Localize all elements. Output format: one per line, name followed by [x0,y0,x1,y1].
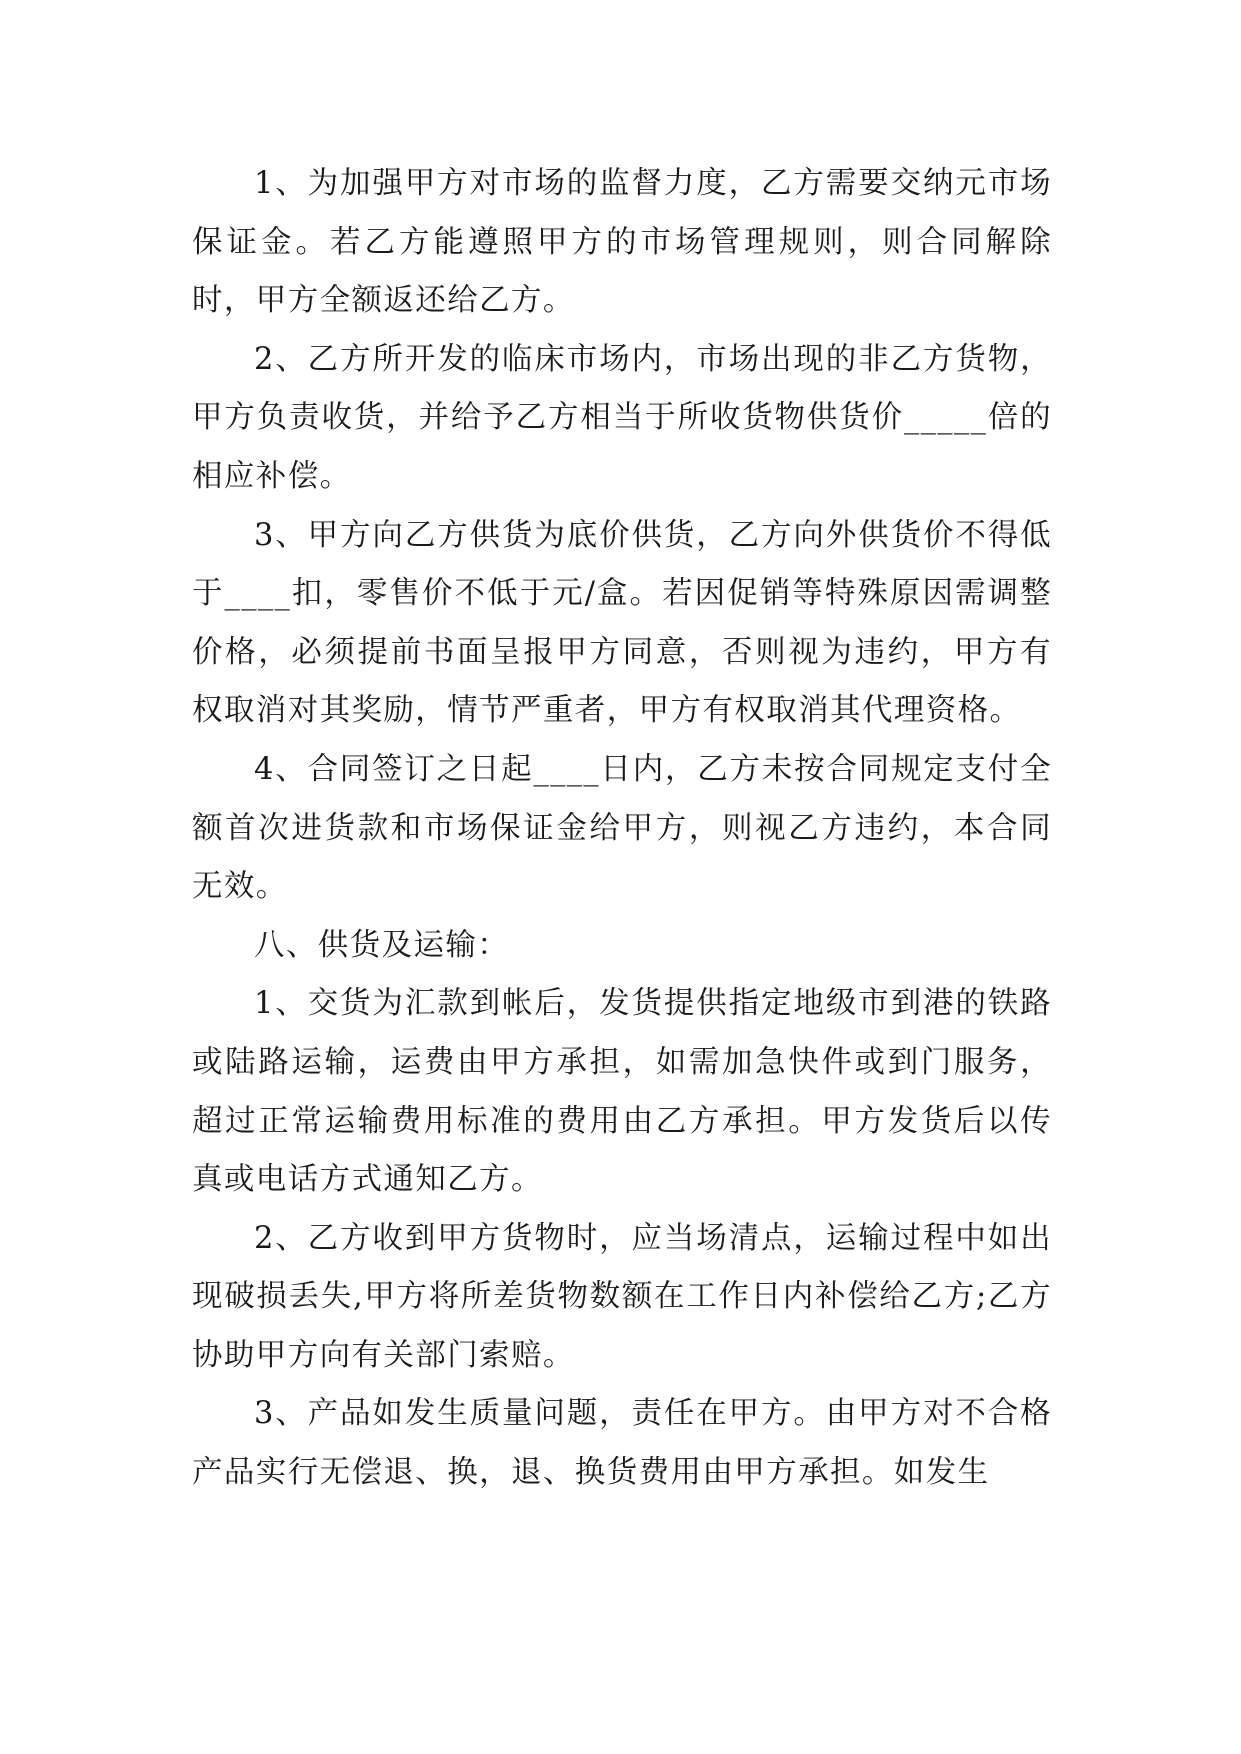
paragraph-receipt-check: 2、乙方收到甲方货物时，应当场清点，运输过程中如出现破损丢失,甲方将所差货物数额在工作日内补偿给乙方;乙方协助甲方向有关部门索赔。 [192,1220,1052,1373]
document-body [192,155,1052,1503]
paragraph-quality-issue: 3、产品如发生质量问题，责任在甲方。由甲方对不合格产品实行无偿退、换，退、换货费用由甲方承担。如发生 [192,1396,1052,1491]
paragraph-delivery: 1、交货为汇款到帐后，发货提供指定地级市到港的铁路或陆路运输，运费由甲方承担，如需加急快件或到门服务，超过正常运输费用标准的费用由乙方承担。甲方发货后以传真或电话方式通知乙方。 [192,986,1052,1198]
paragraph-deposit: 1、为加强甲方对市场的监督力度，乙方需要交纳元市场保证金。若乙方能遵照甲方的市场管理规则，则合同解除时，甲方全额返还给乙方。 [192,166,1052,319]
paragraph-pricing: 3、甲方向乙方供货为底价供货，乙方向外供货价不得低于____扣，零售价不低于元/盒。若因促销等特殊原因需调整价格，必须提前书面呈报甲方同意，否则视为违约，甲方有权取消对其奖励，情节严重者，甲方有权取消其代理资格。 [192,517,1052,729]
section-heading-supply-transport: 八、供货及运输： [254,927,510,963]
paragraph-payment-deadline: 4、合同签订之日起____日内，乙方未按合同规定支付全额首次进货款和市场保证金给甲方，则视乙方违约，本合同无效。 [192,751,1052,905]
paragraph-non-party-goods: 2、乙方所开发的临床市场内，市场出现的非乙方货物，甲方负责收货，并给予乙方相当于所收货物供货价_____倍的相应补偿。 [192,341,1052,494]
